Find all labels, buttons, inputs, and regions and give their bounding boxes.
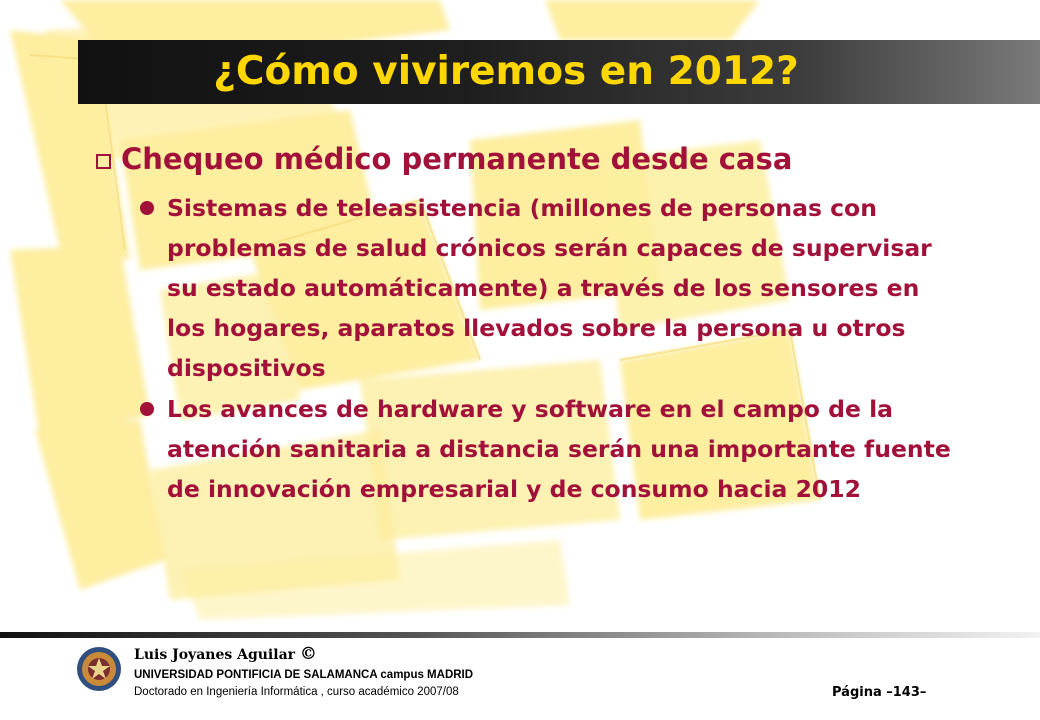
round-bullet-icon [140, 402, 154, 416]
footer-university: UNIVERSIDAD PONTIFICIA DE SALAMANCA campus MADRID [134, 669, 474, 681]
bullet-item [140, 389, 960, 509]
bullet-text: Los avances de hardware y software en el campo de la atención sanitaria a distancia serán una importante fuente de innovación empresarial y de consumo hacia 2012 [167, 395, 951, 503]
bullet-text: Sistemas de teleasistencia (millones de personas con problemas de salud crónicos serán capaces de supervisar su estado automáticamente) a través de los sensores en los hogares, aparatos llevados sobre la persona u otros dispositivos [167, 194, 932, 382]
copyright-symbol: © [299, 644, 317, 664]
author-name: Luis Joyanes Aguilar [134, 647, 296, 663]
university-seal-icon [76, 646, 122, 692]
page-number: Página –143– [832, 685, 927, 700]
heading-text: Chequeo médico permanente desde casa [121, 142, 793, 176]
slide-title: ¿Cómo viviremos en 2012? [213, 49, 799, 94]
bullet-item [140, 188, 960, 388]
checkbox-bullet-icon [96, 154, 111, 169]
footer-divider [0, 632, 1040, 638]
footer-program: Doctorado en Ingeniería Informática , curso académico 2007/08 [134, 686, 459, 698]
footer-author [134, 644, 317, 664]
slide-heading [96, 137, 792, 181]
round-bullet-icon [140, 201, 154, 215]
